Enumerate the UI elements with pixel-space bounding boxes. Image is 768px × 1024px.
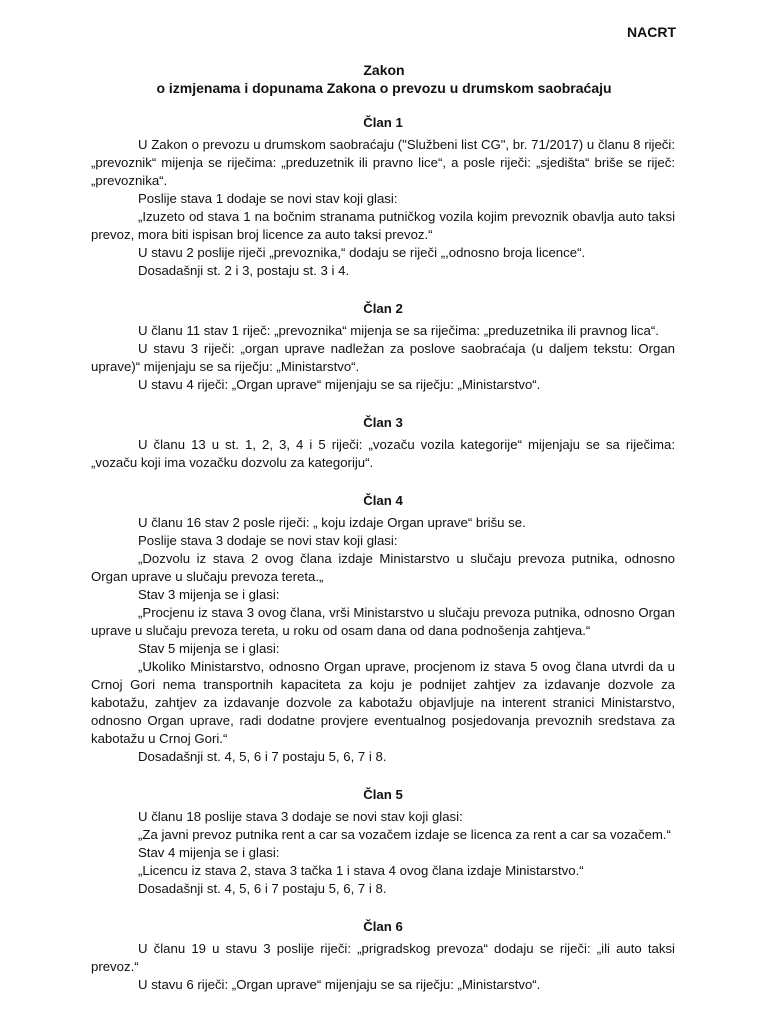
quoted-paragraph: „Izuzeto od stava 1 na bočnim stranama putničkog vozila kojim prevoznik obavlja auto taksi prevoz, mora biti ispisan broj licence za auto taksi prevoz.“ [91,209,675,242]
article-heading: Član 1 [363,115,403,130]
paragraph: U Zakon o prevozu u drumskom saobraćaju ("Službeni list CG", br. 71/2017) u članu 8 riječi: „prevoznik“ mijenja se riječima: „preduzetnik ili pravno lice“, a posle riječi: „sjedišta“ briše se riječ: „prevoznika“. [91,137,675,188]
paragraph: U članu 13 u st. 1, 2, 3, 4 i 5 riječi: „vozaču vozila kategorije“ mijenjaju se sa riječima: „vozaču koji ima vozačku dozvolu za kategoriju“. [91,437,675,470]
document-title: Zakon [363,62,405,78]
article-4 [91,492,675,766]
paragraph: U članu 18 poslije stava 3 dodaje se novi stav koji glasi: [138,809,463,824]
article-heading: Član 2 [363,301,403,316]
article-heading: Član 5 [363,787,403,802]
document-subtitle: o izmjenama i dopunama Zakona o prevozu u drumskom saobraćaju [156,80,612,96]
quoted-paragraph: „Za javni prevoz putnika rent a car sa vozačem izdaje se licenca za rent a car sa vozačem.“ [138,827,671,842]
paragraph: Poslije stava 1 dodaje se novi stav koji glasi: [138,191,398,206]
article-heading: Član 3 [363,415,403,430]
paragraph: Stav 5 mijenja se i glasi: [138,641,280,656]
article-heading: Član 4 [363,493,403,508]
paragraph: Stav 4 mijenja se i glasi: [138,845,280,860]
draft-stamp: NACRT [627,24,676,40]
article-6 [91,918,675,994]
paragraph: Dosadašnji st. 4, 5, 6 i 7 postaju 5, 6, 7 i 8. [138,749,387,764]
document-body [91,114,675,1014]
quoted-paragraph: „Ukoliko Ministarstvo, odnosno Organ uprave, procjenom iz stava 5 ovog člana utvrdi da u Crnoj Gori nema transportnih kapaciteta za koju je podnijet zahtjev za izdavanje dozvole za kabotažu, zahtjev za izdavanje dozvole za kabotažu objavljuje na interent stranici Ministarstvo, odnosno Organ uprave, radi dodatne provjere eventualnog posjedovanja prevoznih sredstava za kabotažu u Crnoj Gori.“ [91,659,675,746]
article-1 [91,114,675,280]
paragraph: U članu 19 u stavu 3 poslije riječi: „prigradskog prevoza“ dodaju se riječi: „ili auto taksi prevoz.“ [91,941,675,974]
paragraph: Stav 3 mijenja se i glasi: [138,587,280,602]
paragraph: U članu 16 stav 2 posle riječi: „ koju izdaje Organ uprave“ brišu se. [138,515,526,530]
article-3 [91,414,675,472]
article-5 [91,786,675,898]
paragraph: U članu 11 stav 1 riječ: „prevoznika“ mijenja se sa riječima: „preduzetnika ili pravnog lica“. [138,323,659,338]
article-2 [91,300,675,394]
paragraph: Poslije stava 3 dodaje se novi stav koji glasi: [138,533,398,548]
paragraph: U stavu 3 riječi: „organ uprave nadležan za poslove saobraćaja (u daljem tekstu: Organ uprave)“ mijenjaju se sa riječju: „Ministarstvo“. [91,341,675,374]
paragraph: U stavu 4 riječi: „Organ uprave“ mijenjaju se sa riječju: „Ministarstvo“. [138,377,541,392]
quoted-paragraph: „Licencu iz stava 2, stava 3 tačka 1 i stava 4 ovog člana izdaje Ministarstvo.“ [138,863,584,878]
paragraph: Dosadašnji st. 4, 5, 6 i 7 postaju 5, 6, 7 i 8. [138,881,387,896]
quoted-paragraph: „Dozvolu iz stava 2 ovog člana izdaje Ministarstvo u slučaju prevoza putnika, odnosno Organ uprave u slučaju prevoza tereta.„ [91,551,675,584]
paragraph: Dosadašnji st. 2 i 3, postaju st. 3 i 4. [138,263,350,278]
paragraph: U stavu 6 riječi: „Organ uprave“ mijenjaju se sa riječju: „Ministarstvo“. [138,977,541,992]
paragraph: U stavu 2 poslije riječi „prevoznika,“ dodaju se riječi „,odnosno broja licence“. [138,245,586,260]
article-heading: Član 6 [363,919,403,934]
quoted-paragraph: „Procjenu iz stava 3 ovog člana, vrši Ministarstvo u slučaju prevoza putnika, odnosno Organ uprave u slučaju prevoza tereta, u roku od osam dana od dana podnošenja zahtjeva.“ [91,605,675,638]
